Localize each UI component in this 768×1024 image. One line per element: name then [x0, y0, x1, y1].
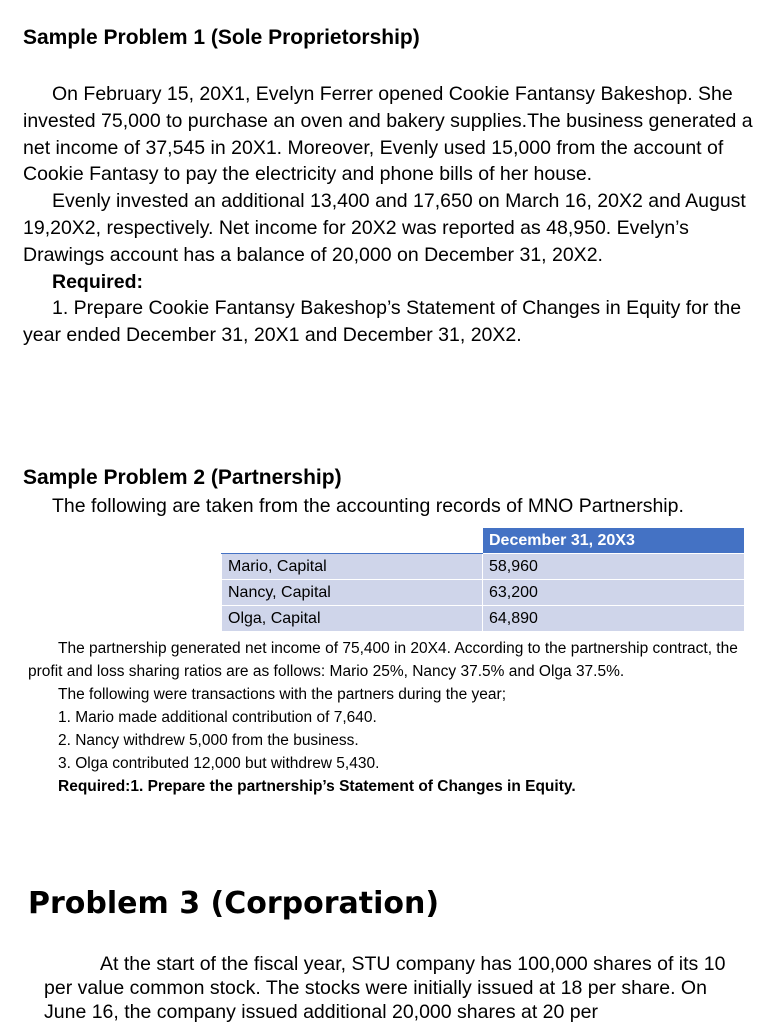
partner-capital: 58,960 [483, 554, 745, 580]
partner-name: Olga, Capital [222, 606, 483, 632]
transaction-item: 2. Nancy withdrew 5,000 from the business. [58, 732, 359, 749]
partner-name: Nancy, Capital [222, 580, 483, 606]
problem2-intro: The following are taken from the accounting records of MNO Partnership. [52, 495, 684, 517]
problem1-title: Sample Problem 1 (Sole Proprietorship) [23, 26, 420, 49]
capital-table-header-blank [222, 528, 483, 554]
problem1-required-label: Required: [52, 270, 144, 293]
capital-table-header-date: December 31, 20X3 [483, 528, 745, 554]
problem1-paragraph-1: On February 15, 20X1, Evelyn Ferrer opened Cookie Fantansy Bakeshop. She invested 75,000 to purchase an oven and bakery supplies.The business generated a net income of 37,545 in 20X1. Moreover, Evenly used 15,000 from the account of Cookie Fantasy to pay the electricity and phone bills of her house. [23, 83, 753, 186]
problem3-paragraph: At the start of the fiscal year, STU company has 100,000 shares of its 10 per value common stock. The stocks were initially issued at 18 per share. On June 16, the company issued additional 20,000 shares at 20 per [44, 953, 726, 1023]
table-row [222, 580, 745, 606]
table-row [222, 606, 745, 632]
problem3-title: Problem 3 (Corporation) [28, 886, 440, 921]
problem2-title: Sample Problem 2 (Partnership) [23, 466, 342, 489]
partner-capital: 64,890 [483, 606, 745, 632]
partner-name: Mario, Capital [222, 554, 483, 580]
problem2-required: Required:1. Prepare the partnership’s Statement of Changes in Equity. [58, 778, 576, 795]
transaction-item: 1. Mario made additional contribution of 7,640. [58, 709, 377, 726]
problem3-body [44, 952, 744, 1024]
problem1-paragraph-2: Evenly invested an additional 13,400 and 17,650 on March 16, 20X2 and August 19,20X2, respectively. Net income for 20X2 was reported as 48,950. Evelyn’s Drawings account has a balance of 20,000 on December 31, 20X2. [23, 190, 746, 266]
problem2-paragraph: The partnership generated net income of 75,400 in 20X4. According to the partnership contract, the profit and loss sharing ratios are as follows: Mario 25%, Nancy 37.5% and Olga 37.5%. [28, 640, 738, 680]
transaction-item: 3. Olga contributed 12,000 but withdrew 5,430. [58, 755, 380, 772]
transactions-intro: The following were transactions with the partners during the year; [58, 686, 507, 703]
capital-table [221, 527, 745, 632]
capital-table-header-row [222, 528, 745, 554]
problem2-body [28, 637, 748, 798]
problem1-body [23, 81, 753, 349]
table-row [222, 554, 745, 580]
problem1-required-item: 1. Prepare Cookie Fantansy Bakeshop’s Statement of Changes in Equity for the year ended December 31, 20X1 and December 31, 20X2. [23, 297, 742, 347]
partner-capital: 63,200 [483, 580, 745, 606]
